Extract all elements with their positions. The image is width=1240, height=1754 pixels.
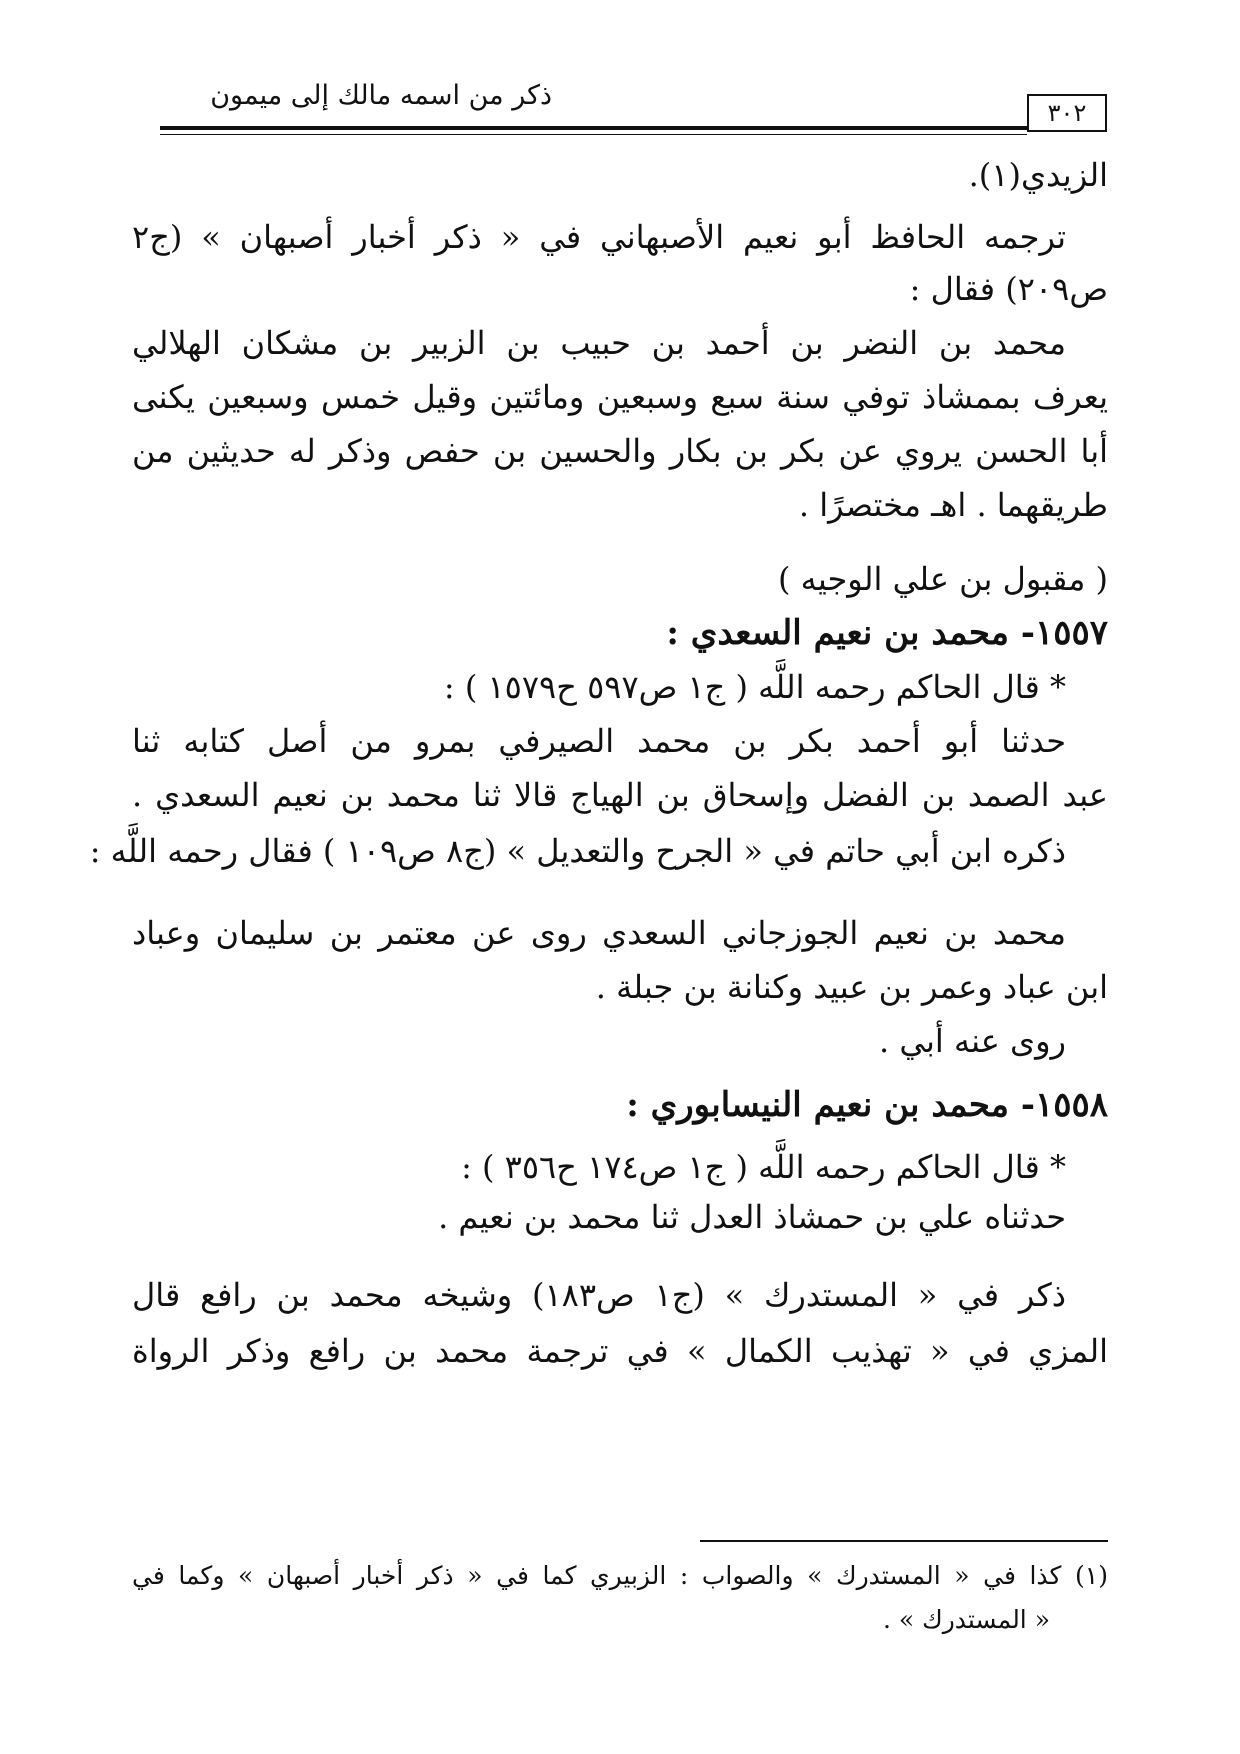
- body-line: يعرف بممشاذ توفي سنة سبع وسبعين ومائتين وقيل خمس وسبعين يكنى: [132, 378, 1108, 416]
- body-line: الزيدي(١).: [968, 156, 1108, 194]
- footnote-line: « المستدرك » .: [882, 1605, 1050, 1634]
- body-line: ذكر في « المستدرك » (ج١ ص١٨٣) وشيخه محمد بن رافع قال: [132, 1276, 1067, 1314]
- body-line: * قال الحاكم رحمه اللَّه ( ج١ ص٥٩٧ ح١٥٧٩ ) :: [443, 668, 1066, 706]
- header-rule-thin: [160, 134, 1027, 135]
- header-rule-thick: [160, 126, 1027, 130]
- body-line: محمد بن نعيم الجوزجاني السعدي روى عن معتمر بن سليمان وعباد: [132, 914, 1067, 952]
- body-line: ص٢٠٩) فقال :: [909, 270, 1108, 308]
- body-line: ترجمه الحافظ أبو نعيم الأصبهاني في « ذكر أخبار أصبهان » (ج٢: [132, 218, 1066, 256]
- body-line: حدثنا أبو أحمد بكر بن محمد الصيرفي بمرو من أصل كتابه ثنا: [132, 722, 1067, 760]
- entry-heading-1557: ١٥٥٧- محمد بن نعيم السعدي :: [666, 613, 1108, 653]
- footnote-rule: [700, 1540, 1108, 1542]
- body-line: محمد بن النضر بن أحمد بن حبيب بن الزبير بن مشكان الهلالي: [132, 324, 1067, 362]
- entry-heading-1558: ١٥٥٨- محمد بن نعيم النيسابوري :: [626, 1085, 1108, 1125]
- page-number: ٣٠٢: [1027, 94, 1107, 132]
- section-note: ( مقبول بن علي الوجيه ): [778, 560, 1108, 598]
- body-line: ابن عباد وعمر بن عبيد وكنانة بن جبلة .: [595, 968, 1108, 1006]
- body-line: المزي في « تهذيب الكمال » في ترجمة محمد بن رافع وذكر الرواة: [132, 1332, 1108, 1370]
- body-line: ذكره ابن أبي حاتم في « الجرح والتعديل » (ج٨ ص١٠٩ ) فقال رحمه اللَّه :: [89, 832, 1066, 870]
- body-line: * قال الحاكم رحمه اللَّه ( ج١ ص١٧٤ ح٣٥٦ ) :: [461, 1148, 1066, 1186]
- body-line: عبد الصمد بن الفضل وإسحاق بن الهياج قالا ثنا محمد بن نعيم السعدي .: [132, 776, 1108, 814]
- body-line: روى عنه أبي .: [878, 1022, 1066, 1060]
- body-line: حدثناه علي بن حمشاذ العدل ثنا محمد بن نعيم .: [438, 1198, 1066, 1236]
- running-header-title: ذكر من اسمه مالك إلى ميمون: [210, 80, 552, 111]
- body-line: أبا الحسن يروي عن بكر بن بكار والحسين بن حفص وذكر له حديثين من: [132, 432, 1109, 470]
- footnote-line: (١) كذا في « المستدرك » والصواب : الزبيري كما في « ذكر أخبار أصبهان » وكما في: [132, 1561, 1108, 1590]
- body-line: طريقهما . اهـ مختصرًا .: [798, 486, 1108, 524]
